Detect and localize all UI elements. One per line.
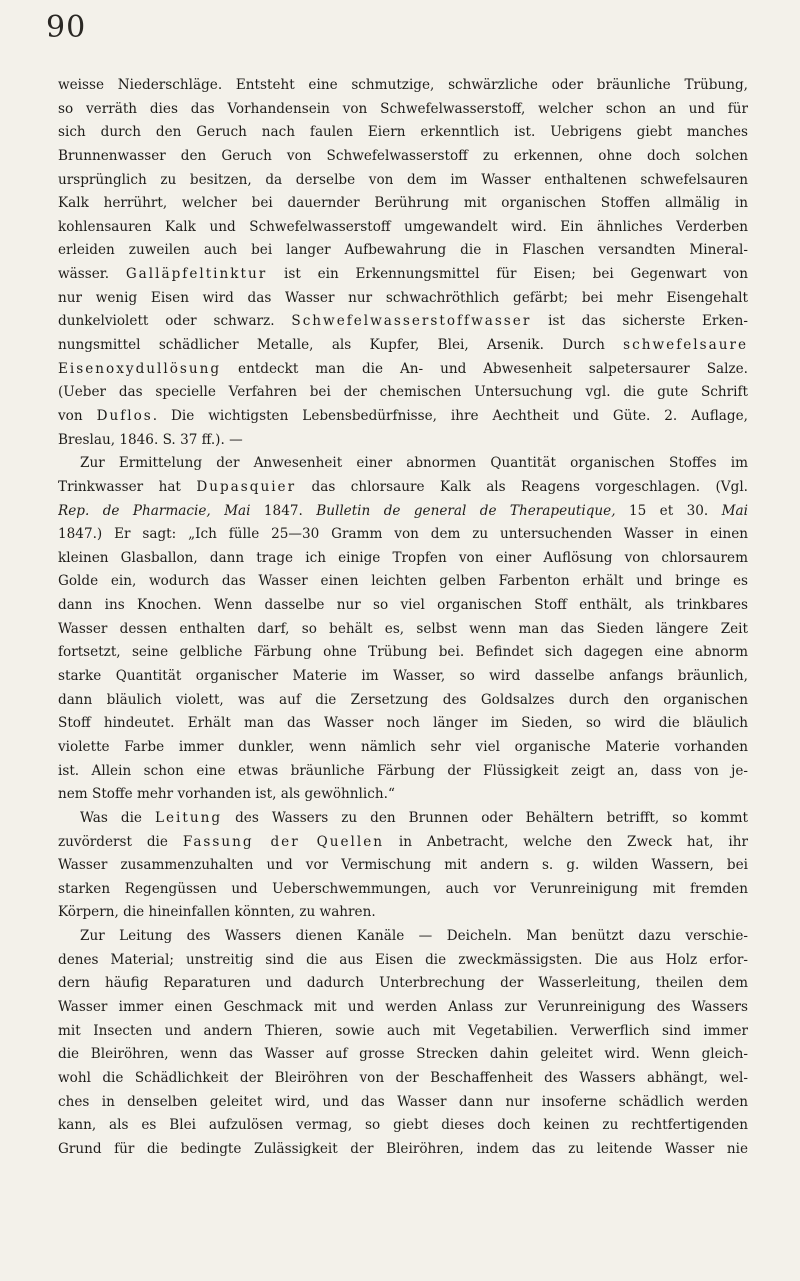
text-line bbox=[58, 523, 748, 547]
text-segment: kleinen Glasballon, dann trage ich einige Tropfen von einer Auflösung von chlorsaurem bbox=[58, 549, 748, 566]
text-line bbox=[58, 1091, 748, 1115]
text-segment: fortsetzt, seine gelbliche Färbung ohne Trübung bei. Befindet sich dagegen eine abnorm bbox=[58, 644, 748, 661]
text-segment: entdeckt man die An- und Abwesenheit salpetersaurer Salze. bbox=[221, 360, 748, 377]
emphasized-term: Galläpfeltinktur bbox=[125, 266, 268, 283]
text-segment: Wasser dessen enthalten darf, so behält es, selbst wenn man das Sieden längere Zeit bbox=[58, 620, 748, 637]
text-segment: weisse Niederschläge. Entsteht eine schmutzige, schwärzliche oder bräunliche Trübung, bbox=[58, 77, 748, 93]
text-segment: des Wassers zu den Brunnen oder Behältern betrifft, so kommt bbox=[222, 809, 748, 826]
text-line bbox=[58, 1138, 748, 1162]
text-line bbox=[58, 500, 748, 524]
text-line bbox=[58, 689, 748, 713]
text-line bbox=[58, 641, 748, 665]
text-segment: Was die bbox=[80, 809, 155, 826]
text-line bbox=[58, 192, 748, 216]
text-line bbox=[58, 547, 748, 571]
text-segment: nungsmittel schädlicher Metalle, als Kupfer, Blei, Arsenik. Durch bbox=[58, 337, 624, 354]
text-segment: wässer. bbox=[58, 266, 126, 283]
text-segment: ist ein Erkennungsmittel für Eisen; bei Gegenwart von bbox=[267, 266, 748, 283]
text-segment: ursprünglich zu besitzen, da derselbe von dem im Wasser enthaltenen schwefelsauren bbox=[58, 171, 748, 188]
text-segment: Breslau, 1846. S. 37 ff.). — bbox=[58, 431, 243, 448]
text-segment: Golde ein, wodurch das Wasser einen leichten gelben Farbenton erhält und bringe es bbox=[58, 573, 748, 590]
text-segment: nem Stoffe mehr vorhanden ist, als gewöhnlich.“ bbox=[58, 786, 395, 803]
text-segment: in Anbetracht, welche den Zweck hat, ihr bbox=[384, 833, 748, 850]
text-line bbox=[58, 334, 748, 358]
text-line bbox=[58, 901, 748, 925]
text-segment: kohlensauren Kalk und Schwefelwasserstoff umgewandelt wird. Ein ähnliches Verderben bbox=[58, 218, 748, 235]
text-line bbox=[58, 618, 748, 642]
text-line bbox=[58, 239, 748, 263]
text-segment: Zur Leitung des Wassers dienen Kanäle — Deicheln. Man benützt dazu verschie- bbox=[80, 928, 748, 945]
text-line bbox=[58, 1067, 748, 1091]
italic-citation: Bulletin de general de Therapeutique, bbox=[316, 502, 616, 519]
text-line bbox=[58, 381, 748, 405]
text-segment: starke Quantität organischer Materie im Wasser, so wird dasselbe anfangs bräunlich, bbox=[58, 668, 748, 685]
text-line bbox=[58, 1114, 748, 1138]
text-segment: 1847. bbox=[250, 502, 317, 519]
text-segment: ches in denselben geleitet wird, und das Wasser dann nur insoferne schädlich werden bbox=[58, 1093, 748, 1110]
text-segment: von bbox=[58, 407, 97, 424]
text-line bbox=[58, 570, 748, 594]
text-line bbox=[58, 665, 748, 689]
text-segment: erleiden zuweilen auch bei langer Aufbewahrung die in Flaschen versandten Mineral- bbox=[58, 242, 748, 259]
text-line bbox=[58, 74, 748, 98]
text-segment: das chlorsaure Kalk als Reagens vorgeschlagen. (Vgl. bbox=[296, 478, 748, 495]
emphasized-term: Duflos bbox=[96, 407, 153, 424]
text-segment: ist. Allein schon eine etwas bräunliche Färbung der Flüssigkeit zeigt an, dass von je- bbox=[58, 762, 748, 779]
text-segment: Grund für die bedingte Zulässigkeit der Bleiröhren, indem das zu leitende Wasser nie bbox=[58, 1140, 748, 1157]
text-segment: wohl die Schädlichkeit der Bleiröhren von der Beschaffenheit des Wassers abhängt, wel- bbox=[58, 1069, 748, 1086]
text-segment: zuvörderst die bbox=[58, 833, 183, 850]
text-line bbox=[58, 760, 748, 784]
emphasized-term: Fassung der Quellen bbox=[182, 833, 385, 850]
text-line bbox=[58, 1020, 748, 1044]
text-segment: Brunnenwasser den Geruch von Schwefelwasserstoff zu erkennen, ohne doch solchen bbox=[58, 147, 748, 164]
text-line bbox=[58, 98, 748, 122]
italic-citation: Mai bbox=[721, 502, 748, 519]
text-segment: dann bläulich violett, was auf die Zersetzung des Goldsalzes durch den organischen bbox=[58, 691, 748, 708]
text-line bbox=[58, 452, 748, 476]
text-line bbox=[58, 831, 748, 855]
text-segment: . Die wichtigsten Lebensbedürfnisse, ihre Aechtheit und Güte. 2. Auflage, bbox=[152, 407, 748, 424]
body-text bbox=[58, 74, 748, 1161]
text-line bbox=[58, 925, 748, 949]
text-segment: 1847.) Er sagt: „Ich fülle 25—30 Gramm von dem zu untersuchenden Wasser in einen bbox=[58, 526, 748, 543]
emphasized-term: Dupasquier bbox=[196, 478, 297, 495]
text-segment: Kalk herrührt, welcher bei dauernder Berührung mit organischen Stoffen allmälig in bbox=[58, 195, 748, 212]
text-segment: Trinkwasser hat bbox=[58, 478, 197, 495]
text-line bbox=[58, 807, 748, 831]
text-segment: Körpern, die hineinfallen könnten, zu wahren. bbox=[58, 904, 376, 921]
text-line bbox=[58, 287, 748, 311]
text-segment: dann ins Knochen. Wenn dasselbe nur so viel organischen Stoff enthält, als trinkbares bbox=[58, 597, 748, 614]
text-line bbox=[58, 358, 748, 382]
text-segment: dunkelviolett oder schwarz. bbox=[58, 313, 292, 330]
text-segment: ist das sicherste Erken- bbox=[531, 313, 748, 330]
text-segment: dern häufig Reparaturen und dadurch Unterbrechung der Wasserleitung, theilen dem bbox=[58, 975, 748, 992]
emphasized-term: Leitung bbox=[154, 809, 223, 826]
text-line bbox=[58, 712, 748, 736]
text-line bbox=[58, 405, 748, 429]
text-line bbox=[58, 996, 748, 1020]
text-line bbox=[58, 145, 748, 169]
emphasized-term: schwefelsaure bbox=[623, 337, 748, 354]
text-line bbox=[58, 854, 748, 878]
text-segment: (Ueber das specielle Verfahren bei der chemischen Untersuchung vgl. die gute Schrift bbox=[58, 384, 748, 401]
text-line bbox=[58, 736, 748, 760]
text-segment: nur wenig Eisen wird das Wasser nur schwachröthlich gefärbt; bei mehr Eisengehalt bbox=[58, 289, 748, 306]
text-line bbox=[58, 949, 748, 973]
text-segment: Zur Ermittelung der Anwesenheit einer abnormen Quantität organischen Stoffes im bbox=[80, 455, 748, 472]
text-line bbox=[58, 594, 748, 618]
text-segment: kann, als es Blei aufzulösen vermag, so giebt dieses doch keinen zu rechtfertigenden bbox=[58, 1117, 748, 1134]
text-line bbox=[58, 310, 748, 334]
italic-citation: Rep. de Pharmacie, Mai bbox=[58, 502, 251, 519]
text-line bbox=[58, 121, 748, 145]
text-segment: starken Regengüssen und Ueberschwemmungen, auch vor Verunreinigung mit fremden bbox=[58, 880, 748, 897]
text-segment: Stoff hindeutet. Erhält man das Wasser noch länger im Sieden, so wird die bläulich bbox=[58, 715, 748, 732]
text-line bbox=[58, 429, 748, 453]
text-segment: mit Insecten und andern Thieren, sowie auch mit Vegetabilien. Verwerflich sind immer bbox=[58, 1022, 748, 1039]
text-line bbox=[58, 476, 748, 500]
text-line bbox=[58, 263, 748, 287]
text-line bbox=[58, 878, 748, 902]
page-number: 90 bbox=[46, 10, 87, 45]
text-segment: Wasser immer einen Geschmack mit und werden Anlass zur Verunreinigung des Wassers bbox=[58, 998, 748, 1015]
text-segment: die Bleiröhren, wenn das Wasser auf grosse Strecken dahin geleitet wird. Wenn gleich- bbox=[58, 1046, 748, 1063]
text-segment: sich durch den Geruch nach faulen Eiern erkenntlich ist. Uebrigens giebt manches bbox=[58, 124, 748, 141]
text-line bbox=[58, 972, 748, 996]
text-segment: violette Farbe immer dunkler, wenn nämlich sehr viel organische Materie vorhanden bbox=[58, 738, 748, 755]
text-segment: Wasser zusammenzuhalten und vor Vermischung mit andern s. g. wilden Wassern, bei bbox=[58, 857, 748, 874]
text-segment: so verräth dies das Vorhandensein von Schwefelwasserstoff, welcher schon an und für bbox=[58, 100, 748, 117]
text-segment: denes Material; unstreitig sind die aus Eisen die zweckmässigsten. Die aus Holz erfor- bbox=[58, 951, 748, 968]
text-line bbox=[58, 1043, 748, 1067]
emphasized-term: Eisenoxydullösung bbox=[58, 360, 222, 377]
text-line bbox=[58, 783, 748, 807]
emphasized-term: Schwefelwasserstoffwasser bbox=[291, 313, 532, 330]
text-segment: 15 et 30. bbox=[615, 502, 722, 519]
text-line bbox=[58, 169, 748, 193]
text-line bbox=[58, 216, 748, 240]
